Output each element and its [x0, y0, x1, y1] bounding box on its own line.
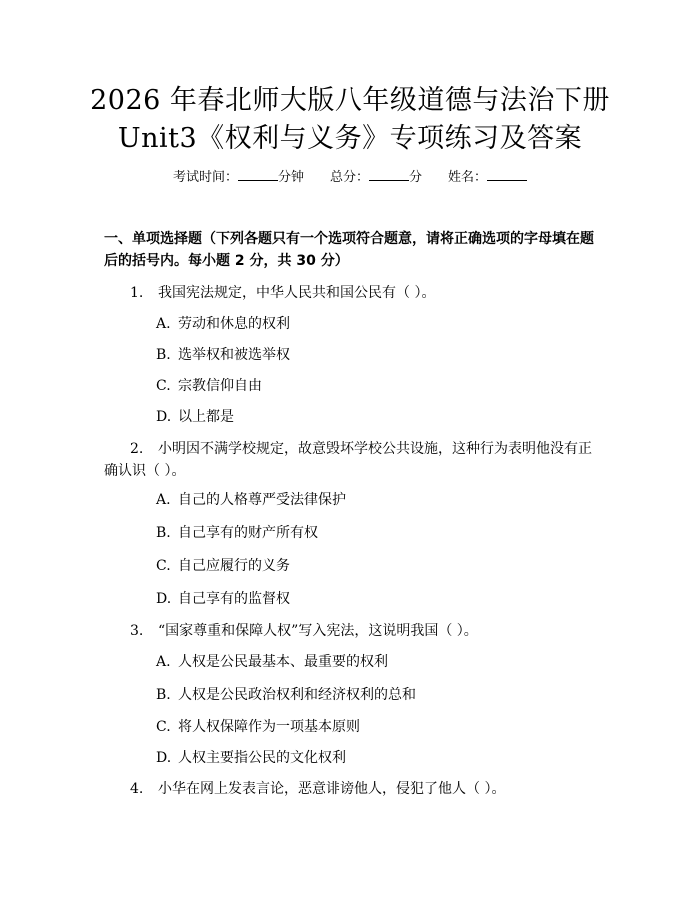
- option-letter: B.: [156, 347, 171, 363]
- question-2: [104, 438, 604, 482]
- option-1c: [156, 376, 262, 396]
- option-letter: C.: [156, 378, 171, 394]
- option-2d: [156, 589, 290, 609]
- option-letter: A.: [156, 654, 171, 670]
- score-label: 总分：: [329, 170, 369, 185]
- option-letter: B.: [156, 525, 171, 541]
- option-letter: C.: [156, 719, 171, 735]
- option-letter: C.: [156, 558, 171, 574]
- section-heading: 一、单项选择题（下列各题只有一个选项符合题意，请将正确选项的字母填在题后的括号内。每小题 2 分，共 30 分）: [104, 231, 594, 269]
- question-text: 小明因不满学校规定，故意毁坏学校公共设施，这种行为表明他没有正确认识（ ）。: [104, 441, 592, 479]
- time-label: 考试时间：: [172, 170, 238, 185]
- option-text: 人权是公民最基本、最重要的权利: [178, 654, 388, 670]
- name-blank: [487, 168, 527, 181]
- option-letter: A.: [156, 492, 171, 508]
- question-number: 2.: [130, 441, 144, 457]
- option-text: 人权是公民政治权利和经济权利的总和: [178, 687, 416, 703]
- option-text: 自己应履行的义务: [178, 558, 290, 574]
- document-title-line1: 2026 年春北师大版八年级道德与法治下册: [90, 85, 610, 116]
- option-text: 自己的人格尊严受法律保护: [178, 492, 346, 508]
- question-text: “国家尊重和保障人权”写入宪法，这说明我国（ ）。: [158, 623, 478, 639]
- option-text: 自己享有的监督权: [178, 591, 290, 607]
- option-text: 以上都是: [178, 409, 234, 425]
- question-3: [104, 620, 604, 642]
- score-blank: [369, 168, 409, 181]
- option-1a: [156, 314, 290, 334]
- document-title-line2: Unit3《权利与义务》专项练习及答案: [117, 123, 583, 154]
- option-2c: [156, 556, 290, 576]
- question-1: [104, 282, 604, 304]
- option-text: 自己享有的财产所有权: [178, 525, 318, 541]
- option-letter: D.: [156, 750, 172, 766]
- question-number: 3.: [130, 623, 144, 639]
- question-4: [104, 778, 604, 800]
- option-3d: [156, 748, 346, 768]
- option-3c: [156, 717, 360, 737]
- question-text: 我国宪法规定，中华人民共和国公民有（ ）。: [158, 285, 436, 301]
- option-3b: [156, 685, 416, 705]
- option-letter: D.: [156, 409, 172, 425]
- option-1b: [156, 345, 290, 365]
- option-2a: [156, 490, 346, 510]
- option-letter: B.: [156, 687, 171, 703]
- option-letter: A.: [156, 316, 171, 332]
- option-letter: D.: [156, 591, 172, 607]
- option-text: 劳动和休息的权利: [178, 316, 290, 332]
- score-unit: 分: [409, 170, 423, 185]
- option-2b: [156, 523, 318, 543]
- time-unit: 分钟: [277, 170, 304, 185]
- option-3a: [156, 652, 388, 672]
- option-text: 人权主要指公民的文化权利: [178, 750, 346, 766]
- time-blank: [238, 168, 278, 181]
- option-1d: [156, 407, 234, 427]
- question-number: 4.: [130, 781, 144, 797]
- option-text: 将人权保障作为一项基本原则: [178, 719, 360, 735]
- question-number: 1.: [130, 285, 144, 301]
- option-text: 选举权和被选举权: [178, 347, 290, 363]
- name-label: 姓名：: [448, 170, 488, 185]
- option-text: 宗教信仰自由: [178, 378, 262, 394]
- exam-meta: [0, 168, 700, 187]
- question-text: 小华在网上发表言论，恶意诽谤他人，侵犯了他人（ ）。: [158, 781, 506, 797]
